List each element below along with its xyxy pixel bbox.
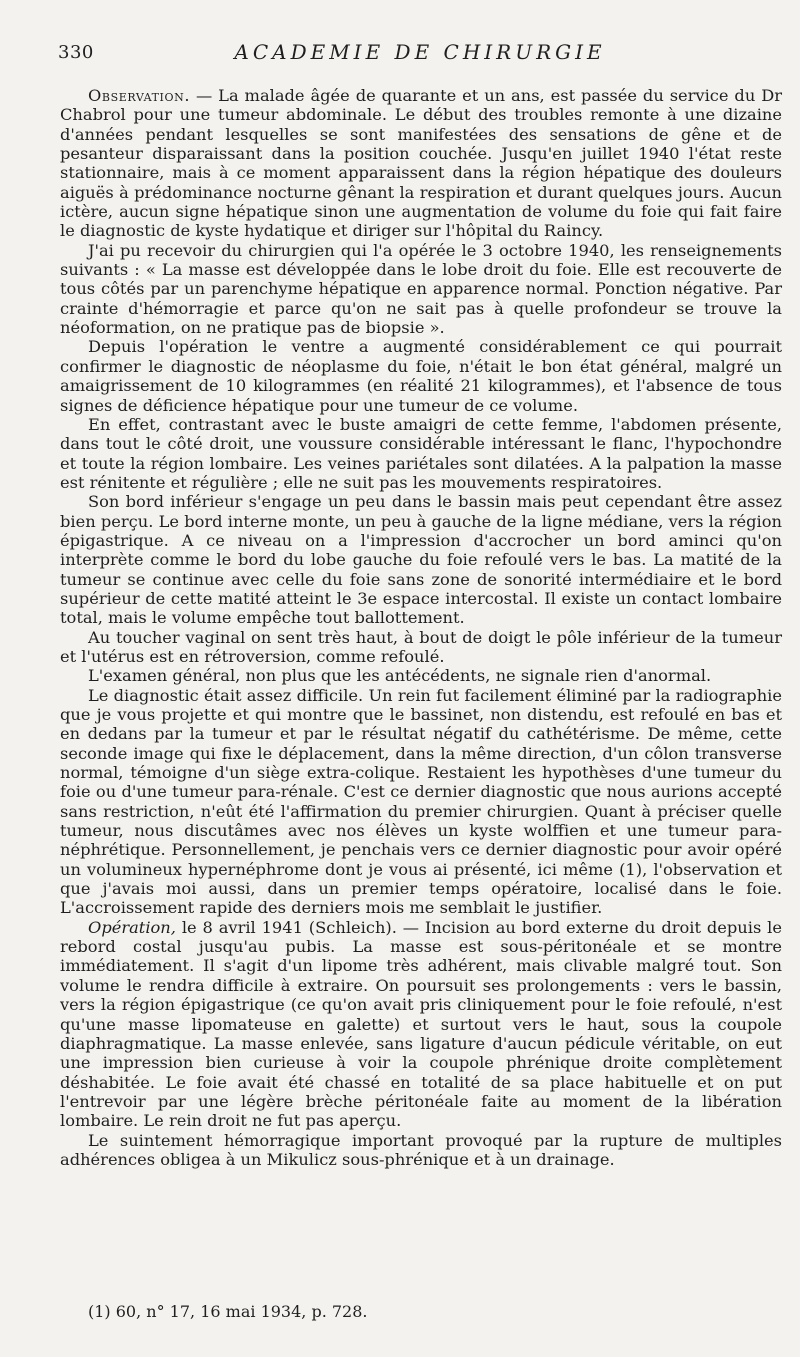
paragraph: L'examen général, non plus que les antécédents, ne signale rien d'anormal. xyxy=(88,666,712,686)
paragraph: Le suintement hémorragique important provoqué par la rupture de multiples adhérences obligea à un Mikulicz sous-phrénique et à un drainage. xyxy=(60,1130,782,1169)
paragraph-observation xyxy=(60,86,782,241)
article-body xyxy=(60,86,782,1169)
paragraph: Depuis l'opération le ventre a augmenté considérablement ce qui pourrait confirmer le diagnostic de néoplasme du foie, n'était le bon état général, malgré un amaigrissement de 10 kilogrammes (en réalité 21 kilogrammes), et l'absence de tous signes de déficience hépatique pour une tumeur de ce volume. xyxy=(60,337,782,415)
paragraph-text: — La malade âgée de quarante et un ans, est passée du service du Dr Chabrol pour une tumeur abdominale. Le début des troubles remonte à une dizaine d'années pendant lesquelles se sont manifestées des sensations de gêne et de pesanteur disparaissant dans la position couchée. Jusqu'en juillet 1940 l'état reste stationnaire, mais à ce moment apparaissent dans la région hépatique des douleurs aiguës à prédominance nocturne gênant la respiration et durant quelques jours. Aucun ictère, aucun signe hépatique sinon une augmentation de volume du foie qui fait faire le diagnostic de kyste hydatique et diriger sur l'hôpital du Raincy. xyxy=(60,86,782,241)
paragraph: En effet, contrastant avec le buste amaigri de cette femme, l'abdomen présente, dans tout le côté droit, une voussure considérable intéressant le flanc, l'hypochondre et toute la région lombaire. Les veines pariétales sont dilatées. A la palpation la masse est rénitente et régulière ; elle ne suit pas les mouvements respiratoires. xyxy=(60,414,782,492)
paragraph: Au toucher vaginal on sent très haut, à bout de doigt le pôle inférieur de la tumeur et l'utérus est en rétroversion, comme refoulé. xyxy=(60,627,782,666)
page-number: 330 xyxy=(58,42,94,63)
paragraph-text: le 8 avril 1941 (Schleich). — Incision au bord externe du droit depuis le rebord costal jusqu'au pubis. La masse est sous-péritonéale et se montre immédiatement. Il s'agit d'un lipome très adhérent, mais clivable malgré tout. Son volume le rendra difficile à extraire. On poursuit ses prolongements : vers le bassin, vers la région épigastrique (ce qu'on avait pris cliniquement pour le foie refoulé, n'est qu'une masse lipomateuse en galette) et surtout vers le haut, sous la coupole diaphragmatique. La masse enlevée, sans ligature d'aucun pédicule véritable, on eut une impression bien curieuse à voir la coupole phrénique droite complètement déshabitée. Le foie avait été chassé en totalité de sa place habituelle et on put l'entrevoir par une légère brèche péritonéale faite au moment de la libération lombaire. Le rein droit ne fut pas aperçu. xyxy=(60,917,782,1131)
paragraph: J'ai pu recevoir du chirurgien qui l'a opérée le 3 octobre 1940, les renseignements suivants : « La masse est développée dans le lobe droit du foie. Elle est recouverte de tous côtés par un parenchyme hépatique en apparence normal. Ponction négative. Par crainte d'hémorragie et parce qu'on ne sait pas à quelle profondeur se trouve la néoformation, on ne pratique pas de biopsie ». xyxy=(60,240,782,338)
paragraph: Son bord inférieur s'engage un peu dans le bassin mais peut cependant être assez bien perçu. Le bord interne monte, un peu à gauche de la ligne médiane, vers la région épigastrique. A ce niveau on a l'impression d'accrocher un bord aminci qu'on interprète comme le bord du lobe gauche du foie refoulé vers le bas. La matité de la tumeur se continue avec celle du foie sans zone de sonorité intermédiaire et le bord supérieur de cette matité atteint le 3e espace intercostal. Il existe un contact lombaire total, mais le volume empêche tout ballottement. xyxy=(60,492,782,628)
page-header xyxy=(58,40,782,70)
paragraph: Le diagnostic était assez difficile. Un rein fut facilement éliminé par la radiographie que je vous projette et qui montre que le bassinet, non distendu, est refoulé en bas et en dedans par la tumeur et par le résultat négatif du cathétérisme. De même, cette seconde image qui fixe le déplacement, dans la même direction, d'un côlon transverse normal, témoigne d'un siège extra-colique. Restaient les hypothèses d'une tumeur du foie ou d'une tumeur para-rénale. C'est ce dernier diagnostic que nous aurions accepté sans restriction, n'eût été l'affirmation du premier chirurgien. Quant à préciser quelle tumeur, nous discutâmes avec nos élèves un kyste wolffien et une tumeur para-néphrétique. Personnellement, je penchais vers ce dernier diagnostic pour avoir opéré un volumineux hypernéphrome dont je vous ai présenté, ici même (1), l'observation et que j'avais moi aussi, dans un premier temps opératoire, localisé dans le foie. L'accroissement rapide des derniers mois me semblait le justifier. xyxy=(60,685,782,918)
section-lead: Opération, xyxy=(88,917,176,937)
footnote: (1) 60, n° 17, 16 mai 1934, p. 728. xyxy=(88,1302,368,1321)
paragraph-operation xyxy=(60,918,782,1131)
running-title: ACADEMIE DE CHIRURGIE xyxy=(234,40,606,64)
section-lead: Observation. xyxy=(88,86,191,105)
